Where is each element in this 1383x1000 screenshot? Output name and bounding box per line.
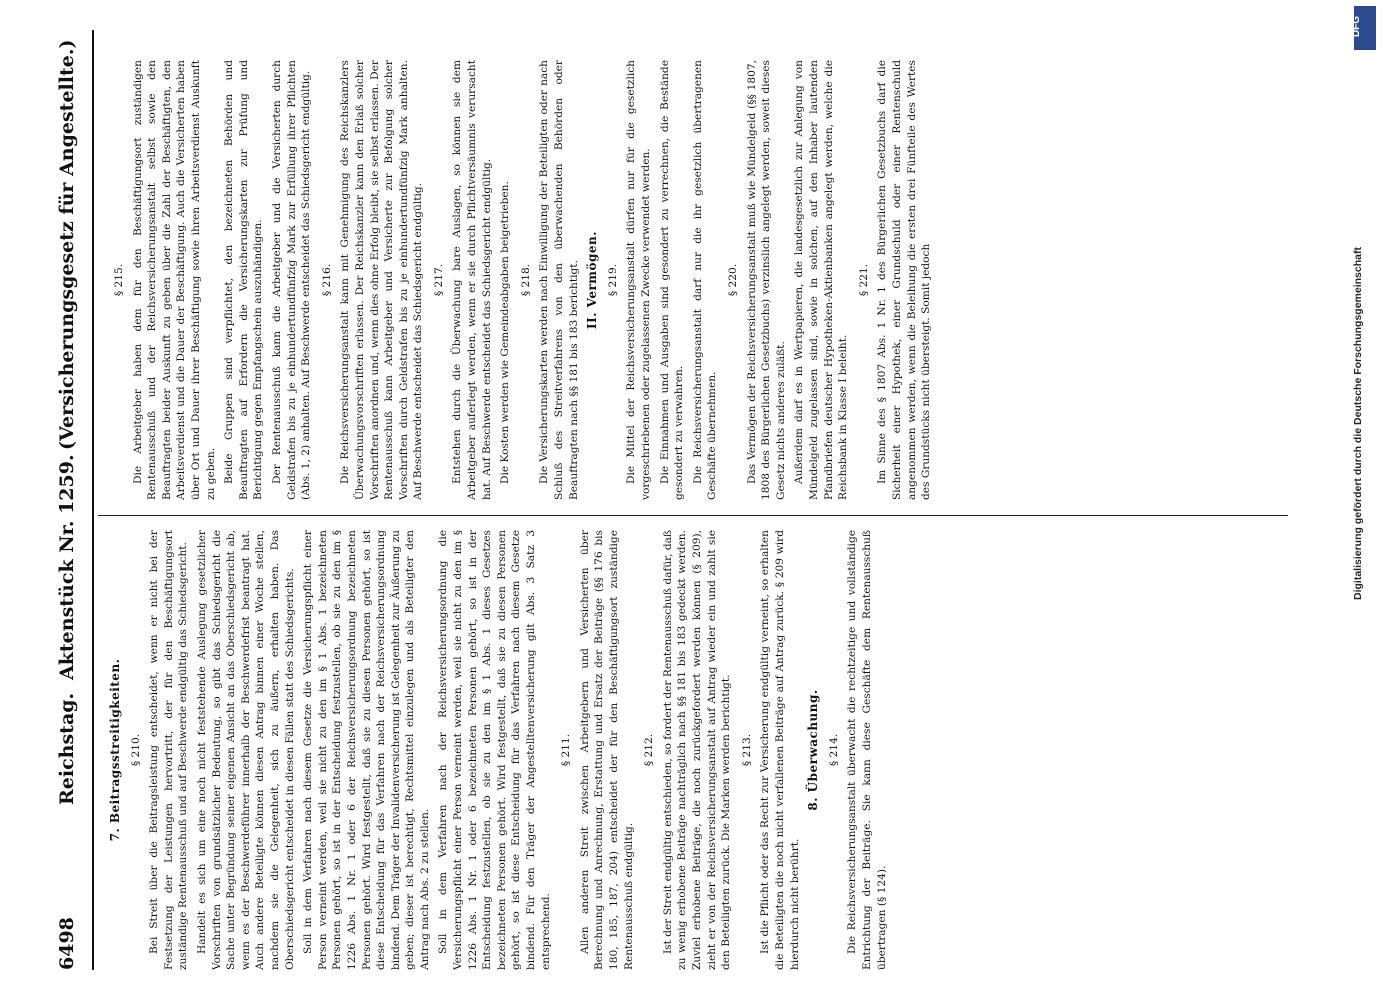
- paragraph-text: Der Rentenausschuß kann die Arbeitgeber und die Versicherten durch Geldstrafen bis zu je einhundertundfünfzig Mark zur Erfüllung ihrer Pflichten (Abs. 1, 2) anhalten. Auf Beschwerde entscheidet das Schiedsgericht endgültig.: [270, 60, 313, 500]
- rotated-document-sheet: [50, 30, 1300, 970]
- paragraph-text: Die Kosten werden wie Gemeindeabgaben beigetrieben.: [499, 181, 512, 484]
- column-divider: [98, 515, 1288, 516]
- paragraph-number: § 219.: [606, 263, 619, 297]
- section-title: 8. Überwachung.: [806, 689, 821, 811]
- paragraph-number: § 211.: [560, 733, 573, 767]
- paragraph-number: § 216.: [320, 263, 333, 297]
- left-column: [106, 530, 1286, 970]
- paragraph-text: Entstehen durch die Überwachung bare Auslagen, so können sie dem Arbeitgeber auferlegt werden, wenn er sie durch Pflichtversäumnis verursacht hat. Auf Beschwerde entscheidet das Schiedsgericht endgültig.: [451, 60, 493, 500]
- paragraph-number: § 215.: [113, 263, 125, 297]
- right-column: [106, 60, 1286, 500]
- document-number: Aktenstück Nr. 1259.: [56, 454, 78, 680]
- section-title: 7. Beitragsstreitigkeiten.: [108, 658, 122, 842]
- paragraph-text: Die Reichsversicherungsanstalt kann mit Genehmigung des Reichskanzlers Überwachungsvorschriften erlassen. Der Reichskanzler kann den Erlaß solcher Vorschriften anordnen und, wenn dies ohne Erfolg bleibt, sie selbst erlassen. Der Rentenausschuß kann Arbeitgeber und Versicherte zur Befolgung solcher Vorschriften durch Geldstrafen bis zu je einhundertundfünfzig Mark anhalten. Auf Beschwerde entscheidet das Schiedsgericht endgültig.: [339, 60, 425, 500]
- paragraph-text: Die Versicherungskarten werden nach Einwilligung der Beteiligten oder nach Schluß des Streitverfahrens von den überwachenden Behörden oder Beauftragten nach §§ 181 bis 183 berichtigt.: [538, 60, 580, 500]
- paragraph-text: Bei Streit über die Beitragsleistung entscheidet, wenn er nicht bei der Festsetzung der Leistungen hervortritt, der für den Beschäftigungsort zuständige Rentenausschuß und auf Beschwerde endgültig das Schiedsgericht.: [148, 530, 190, 970]
- paragraph-number: § 218.: [519, 263, 532, 297]
- paragraph-text: Das Vermögen der Reichsversicherungsanstalt muß wie Mündelgeld (§§ 1807, 1808 des Bürgerlichen Gesetzbuchs) verzinslich angelegt werden, soweit dieses Gesetz nichts anderes zuläßt.: [745, 60, 787, 500]
- paragraph-text: Ist der Streit endgültig entschieden, so fordert der Rentenausschuß dafür, daß zu wenig erhobene Beiträge nachträglich nach §§ 181 bis 183 gedeckt werden. Zuviel erhobene Beiträge, die noch zurückgefordert werden können (§ 209), zieht er von der Reichsversicherungsanstalt auf Antrag wieder ein und zahlt sie den Beteiligten zurück. Die Marken werden berichtigt.: [661, 530, 733, 970]
- paragraph-text: Die Arbeitgeber haben dem für den Beschäftigungsort zuständigen Rentenausschuß und der Reichsversicherungsanstalt selbst sowie den Beauftragten beider Auskunft zu geben über die Zahl der Beschäftigten, den Arbeitsverdienst und die Dauer der Beschäftigung. Auch die Versicherten haben über Ort und Dauer ihrer Beschäftigung sowie ihren Arbeitsverdienst Auskunft zu geben.: [131, 60, 217, 500]
- paragraph-number: § 221.: [857, 263, 870, 297]
- paragraph-text: Beide Gruppen sind verpflichtet, den bezeichneten Behörden und Beauftragten auf Erfordern die Versicherungskarten zur Prüfung und Berichtigung gegen Empfangschein auszuhändigen.: [223, 60, 265, 500]
- page-header: [50, 30, 94, 970]
- paragraph-text: Handelt es sich um eine noch nicht feststehende Auslegung gesetzlicher Vorschriften von grundsätzlicher Bedeutung, so gibt das Schiedsgericht die Sache unter Begründung seiner eigenen Ansicht an das Oberschiedsgericht ab, wenn es der Beschwerdeführer innerhalb der Beschwerdefrist beantragt hat. Auch andere Beteiligte können diesen Antrag binnen einer Woche stellen, nachdem sie die Gelegenheit, sich zu äußern, erhalten haben. Das Oberschiedsgericht entscheidet in diesen Fällen statt des Schiedsgerichts.: [195, 530, 296, 970]
- paragraph-number: § 220.: [726, 263, 739, 297]
- section-title: II. Vermögen.: [585, 231, 600, 329]
- dfg-logo-text: DFG: [1351, 15, 1363, 38]
- paragraph-text: Ist die Pflicht oder das Recht zur Versicherung endgültig verneint, so erhalten die Beteiligten die noch nicht verfallenen Beiträge auf Antrag zurück. § 209 wird hierdurch nicht berührt.: [759, 530, 801, 970]
- credit-text: Digitalisierung gefördert durch die Deutsche Forschungsgemeinschaft: [1352, 247, 1364, 600]
- paragraph-text: Soll in dem Verfahren nach der Reichsversicherungsordnung die Versicherungspflicht einer Person verneint werden, weil sie nicht zu den im § 1226 Abs. 1 Nr. 1 oder 6 bezeichneten Personen gehört, so ist in der Entscheidung festzustellen, ob sie zu den im § 1 Abs. 1 dieses Gesetzes bezeichneten Personen gehört. Wird festgestellt, daß sie zu diesen Personen gehört, so ist diese Entscheidung für das Verfahren nach diesem Gesetze bindend. Für den Träger der Angestelltenversicherung gilt Abs. 3 Satz 3 entsprechend.: [437, 530, 552, 970]
- paragraph-number: § 210.: [129, 733, 142, 767]
- paragraph-number: § 212.: [643, 733, 656, 767]
- paragraph-text: Allen anderen Streit zwischen Arbeitgebern und Versicherten über Berechnung und Anrechnung, Erstattung und Ersatz der Beiträge (§§ 176 bis 180, 185, 187, 204) entscheidet der für den Beschäftigungsort zuständige Rentenausschuß endgültig.: [578, 530, 635, 970]
- chamber-label: Reichstag.: [56, 692, 78, 805]
- page-number: 6498: [56, 917, 78, 970]
- paragraph-text: Die Einnahmen und Ausgaben sind gesondert zu verrechnen, die Bestände gesondert zu verwahren.: [658, 60, 686, 500]
- paragraph-text: Außerdem darf es in Wertpapieren, die landesgesetzlich zur Anlegung von Mündelgeld zugelassen sind, sowie in solchen, auf den Inhaber lautenden Pfandbriefen deutscher Hypotheken-Aktienbanken angelegt werden, welche die Reichsbank in Klasse I beleiht.: [793, 60, 850, 500]
- paragraph-text: Im Sinne des § 1807 Abs. 1 Nr. 1 des Bürgerlichen Gesetzbuchs darf die Sicherheit einer Hypothek, einer Grundschuld oder einer Rentenschuld angenommen werden, wenn die Beleihung die ersten drei Fünfteile des Wertes des Grundstücks nicht übersteigt. Somit jedoch: [876, 60, 933, 500]
- paragraph-number: § 213.: [740, 733, 753, 767]
- paragraph-number: § 214.: [827, 733, 840, 767]
- paragraph-text: Die Reichsversicherungsanstalt überwacht die rechtzeitige und vollständige Entrichtung der Beiträge. Sie kann diese Geschäfte dem Rentenausschuß übertragen (§ 124).: [846, 530, 888, 970]
- paragraph-number: § 217.: [432, 263, 445, 297]
- digitization-credit: [1352, 20, 1380, 600]
- paragraph-text: Die Reichsversicherungsanstalt darf nur die ihr gesetzlich übertragenen Geschäfte übernehmen.: [691, 60, 719, 500]
- law-title: (Versicherungsgesetz für Angestellte.): [56, 39, 78, 450]
- paragraph-text: Die Mittel der Reichsversicherungsanstalt dürfen nur für die gesetzlich vorgeschriebenen oder zugelassenen Zwecke verwendet werden.: [625, 60, 652, 500]
- paragraph-text: Soll in dem Verfahren nach diesem Gesetze die Versicherungspflicht einer Person verneint werden, weil sie nicht zu den im § 1 Abs. 1 bezeichneten Personen gehört, so ist in der Entscheidung festzustellen, ob sie zu den im § 1226 Abs. 1 Nr. 1 oder 6 der Reichsversicherungsordnung bezeichneten Personen gehört. Wird festgestellt, daß sie zu diesen Personen gehört, so ist diese Entscheidung für das Verfahren nach der Reichsversicherungsordnung bindend. Dem Träger der Invalidenversicherung ist Gelegenheit zur Äußerung zu geben; dieser ist berechtigt, Rechtsmittel einzulegen und als Beteiligter den Antrag nach Abs. 2 zu stellen.: [302, 530, 431, 970]
